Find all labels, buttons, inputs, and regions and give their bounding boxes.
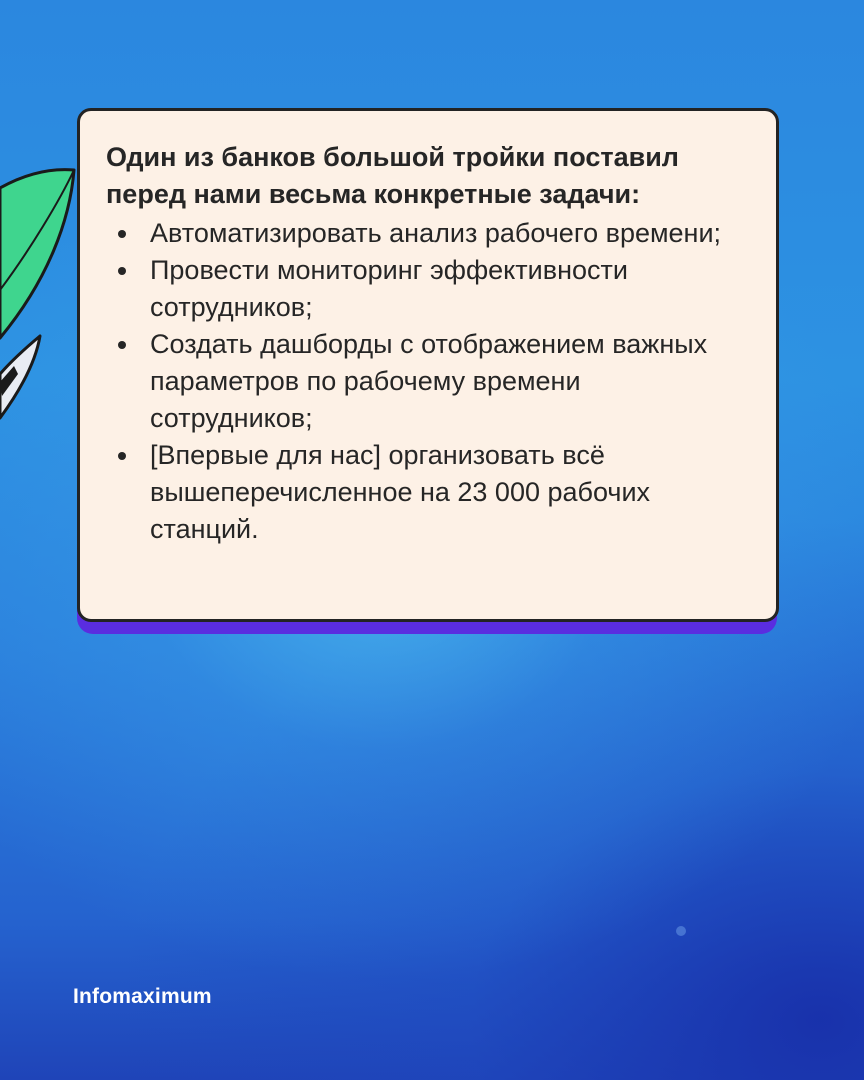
- bullet-icon: [118, 230, 126, 238]
- list-item-text: Автоматизировать анализ рабочего времени;: [150, 218, 722, 248]
- list-item: [106, 215, 746, 252]
- bullet-icon: [118, 267, 126, 275]
- bullet-icon: [118, 341, 126, 349]
- list-item: [106, 252, 746, 326]
- task-card: [77, 108, 779, 622]
- list-item-text: [Впервые для нас] организовать всё вышеперечисленное на 23 000 рабочих станций.: [150, 440, 651, 544]
- brand-logo: Infomaximum: [73, 985, 212, 1008]
- task-list: [106, 215, 746, 548]
- sparkle-decoration: [676, 926, 686, 936]
- bullet-icon: [118, 452, 126, 460]
- list-item-text: Провести мониторинг эффективности сотрудников;: [150, 255, 628, 322]
- card-title: Один из банков большой тройки поставил перед нами весьма конкретные задачи:: [106, 142, 679, 209]
- list-item: [106, 326, 746, 437]
- list-item-text: Создать дашборды с отображением важных параметров по рабочему времени сотрудников;: [150, 329, 708, 433]
- list-item: [106, 437, 746, 548]
